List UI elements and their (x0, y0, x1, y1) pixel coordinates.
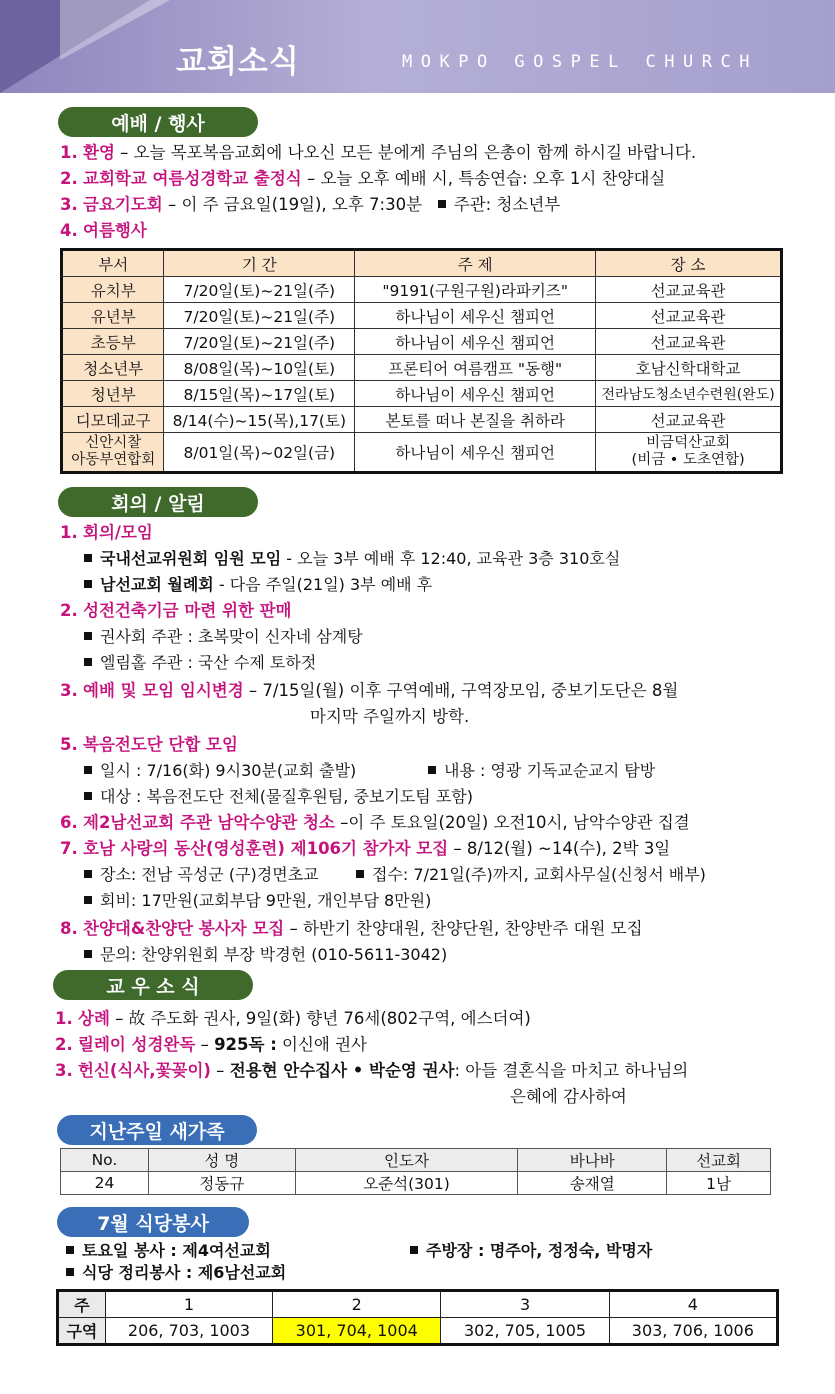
meeting-item-7: 7. 호남 사랑의 동산(영성훈련) 제106기 참가자 모집 – 8/12(월) ~14(수), 2박 3일 (60, 839, 671, 858)
table-row (62, 329, 782, 355)
meeting-item-8: 8. 찬양대&찬양단 봉사자 모집 – 하반기 찬양대원, 찬양단원, 찬양반주 대원 모집 (60, 919, 643, 938)
bullet-icon (428, 766, 436, 774)
department-cell: 청년부 (62, 381, 164, 407)
column-header: 성 명 (148, 1149, 295, 1172)
table-cell: 하나님이 세우신 챔피언 (355, 433, 596, 473)
table-cell: "9191(구원구원)라파키즈" (355, 277, 596, 303)
bullet-icon (84, 870, 92, 878)
bullet-icon (84, 554, 92, 562)
church-name: MOKPO GOSPEL CHURCH (402, 52, 758, 72)
bullet-icon (84, 632, 92, 640)
summer-events-table (60, 248, 783, 474)
meeting-item-7a: 장소: 전남 곡성군 (구)경면초교 (84, 864, 319, 886)
table-cell: 7/20일(토)~21일(주) (164, 277, 355, 303)
meeting-item-2: 2. 성전건축기금 마련 위한 판매 (60, 601, 292, 620)
meeting-item-5a: 일시 : 7/16(화) 9시30분(교회 출발) (84, 760, 356, 782)
table-header-row (58, 1291, 778, 1318)
new-family-table (60, 1148, 771, 1195)
table-cell: 선교교육관 (596, 329, 782, 355)
table-header-row (62, 250, 782, 277)
table-row (62, 277, 782, 303)
table-header-row (61, 1149, 771, 1172)
table-cell: 8/01일(목)~02일(금) (164, 433, 355, 473)
page-header (0, 0, 835, 93)
table-row (62, 407, 782, 433)
meal-saturday: 토요일 봉사 : 제4여선교회 (66, 1240, 271, 1262)
table-cell: 프론티어 여름캠프 "동행" (355, 355, 596, 381)
table-cell: 전라남도청소년수련원(완도) (596, 381, 782, 407)
column-header: 기 간 (164, 250, 355, 277)
bullet-icon (66, 1246, 74, 1254)
table-row (58, 1318, 778, 1345)
table-row (62, 355, 782, 381)
table-cell: 비금덕산교회 (비금 • 도초연합) (596, 433, 782, 473)
department-cell: 신안시찰 아동부연합회 (62, 433, 164, 473)
table-cell: 선교교육관 (596, 277, 782, 303)
section-meetings-heading: 회의 / 알림 (58, 487, 258, 517)
member-item-2: 2. 릴레이 성경완독 – 925독 : 이신애 권사 (55, 1035, 367, 1054)
table-cell: 8/08일(목)~10일(토) (164, 355, 355, 381)
bullet-icon (356, 870, 364, 878)
area-cell: 302, 705, 1005 (441, 1318, 609, 1345)
column-header: No. (61, 1149, 149, 1172)
bullet-icon (438, 200, 446, 208)
area-label: 구역 (58, 1318, 106, 1345)
table-cell: 7/20일(토)~21일(주) (164, 329, 355, 355)
section-worship-heading: 예배 / 행사 (58, 107, 258, 137)
meeting-item-1: 1. 회의/모임 (60, 523, 153, 542)
department-cell: 유치부 (62, 277, 164, 303)
meeting-item-7b: 회비: 17만원(교회부담 9만원, 개인부담 8만원) (84, 890, 431, 912)
table-row (62, 381, 782, 407)
column-header: 장 소 (596, 250, 782, 277)
area-cell: 206, 703, 1003 (105, 1318, 272, 1345)
bullet-icon (84, 792, 92, 800)
week-number: 2 (273, 1291, 441, 1318)
table-cell: 7/20일(토)~21일(주) (164, 303, 355, 329)
bullet-icon (84, 658, 92, 666)
area-cell: 303, 706, 1006 (609, 1318, 777, 1345)
table-row (61, 1172, 771, 1195)
department-cell: 청소년부 (62, 355, 164, 381)
table-cell: 선교교육관 (596, 407, 782, 433)
worship-item-3: 3. 금요기도회 – 이 주 금요일(19일), 오후 7:30분 주관: 청소년부 (60, 195, 561, 214)
meeting-item-5b: 대상 : 복음전도단 전체(물질후원팀, 중보기도팀 포함) (84, 786, 473, 808)
table-cell: 송재열 (518, 1172, 667, 1195)
table-cell: 오준석(301) (295, 1172, 518, 1195)
week-label: 주 (58, 1291, 106, 1318)
meeting-item-5a2: 내용 : 영광 기독교순교지 탐방 (428, 760, 655, 782)
meeting-item-3-cont: 마지막 주일까지 방학. (310, 707, 470, 726)
table-cell: 8/14(수)~15(목),17(토) (164, 407, 355, 433)
column-header: 부서 (62, 250, 164, 277)
section-meal-heading: 7월 식당봉사 (57, 1207, 249, 1237)
table-row (62, 303, 782, 329)
department-cell: 디모데교구 (62, 407, 164, 433)
bullet-icon (84, 950, 92, 958)
meal-schedule-table (56, 1289, 779, 1346)
table-cell: 정동규 (148, 1172, 295, 1195)
meeting-item-2a: 권사회 주관 : 초복맞이 신자네 삼계탕 (84, 626, 363, 648)
area-cell: 301, 704, 1004 (273, 1318, 441, 1345)
bullet-icon (84, 896, 92, 904)
worship-item-1: 1. 환영 – 오늘 목포복음교회에 나오신 모든 분에게 주님의 은총이 함께 하시길 바랍니다. (60, 143, 697, 162)
week-number: 1 (105, 1291, 272, 1318)
column-header: 바나바 (518, 1149, 667, 1172)
member-item-3: 3. 헌신(식사,꽃꽂이) – 전용현 안수집사 • 박순영 권사: 아들 결혼식을 마치고 하나님의 (55, 1061, 689, 1080)
table-cell: 1남 (667, 1172, 771, 1195)
table-cell: 24 (61, 1172, 149, 1195)
table-cell: 하나님이 세우신 챔피언 (355, 303, 596, 329)
column-header: 인도자 (295, 1149, 518, 1172)
member-item-3-cont: 은혜에 감사하여 (510, 1087, 627, 1106)
week-number: 4 (609, 1291, 777, 1318)
meeting-item-1b: 남선교회 월례회 - 다음 주일(21일) 3부 예배 후 (84, 574, 432, 596)
department-cell: 유년부 (62, 303, 164, 329)
bullet-icon (84, 580, 92, 588)
section-newfamily-heading: 지난주일 새가족 (57, 1115, 257, 1145)
table-cell: 호남신학대학교 (596, 355, 782, 381)
worship-item-2: 2. 교회학교 여름성경학교 출정식 – 오늘 오후 예배 시, 특송연습: 오후 1시 찬양대실 (60, 169, 666, 188)
table-cell: 본토를 떠나 본질을 취하라 (355, 407, 596, 433)
table-cell: 하나님이 세우신 챔피언 (355, 329, 596, 355)
meal-kitchen: 주방장 : 명주아, 정정숙, 박명자 (410, 1240, 652, 1262)
column-header: 선교회 (667, 1149, 771, 1172)
meal-cleanup: 식당 정리봉사 : 제6남선교회 (66, 1262, 286, 1284)
column-header: 주 제 (355, 250, 596, 277)
table-cell: 하나님이 세우신 챔피언 (355, 381, 596, 407)
bullet-icon (84, 766, 92, 774)
worship-item-4: 4. 여름행사 (60, 221, 147, 240)
section-members-heading: 교 우 소 식 (53, 970, 253, 1000)
week-number: 3 (441, 1291, 609, 1318)
table-cell: 선교교육관 (596, 303, 782, 329)
page-title: 교회소식 (176, 44, 300, 80)
meeting-item-7a2: 접수: 7/21일(주)까지, 교회사무실(신청서 배부) (356, 864, 706, 886)
department-cell: 초등부 (62, 329, 164, 355)
meeting-item-5: 5. 복음전도단 단합 모임 (60, 735, 238, 754)
meeting-item-8a: 문의: 찬양위원회 부장 박경헌 (010-5611-3042) (84, 944, 447, 966)
meeting-item-3: 3. 예배 및 모임 임시변경 – 7/15일(월) 이후 구역예배, 구역장모임, 중보기도단은 8월 (60, 681, 679, 700)
bullet-icon (410, 1246, 418, 1254)
meeting-item-6: 6. 제2남선교회 주관 남악수양관 청소 –이 주 토요일(20일) 오전10시, 남악수양관 집결 (60, 813, 690, 832)
bullet-icon (66, 1268, 74, 1276)
meeting-item-1a: 국내선교위원회 임원 모임 - 오늘 3부 예배 후 12:40, 교육관 3층 310호실 (84, 548, 620, 570)
header-decoration-light (60, 0, 170, 60)
table-cell: 8/15일(목)~17일(토) (164, 381, 355, 407)
member-item-1: 1. 상례 – 故 주도화 권사, 9일(화) 향년 76세(802구역, 에스더여) (55, 1009, 531, 1028)
meeting-item-2b: 엘림홀 주관 : 국산 수제 토하젓 (84, 652, 316, 674)
table-row (62, 433, 782, 473)
